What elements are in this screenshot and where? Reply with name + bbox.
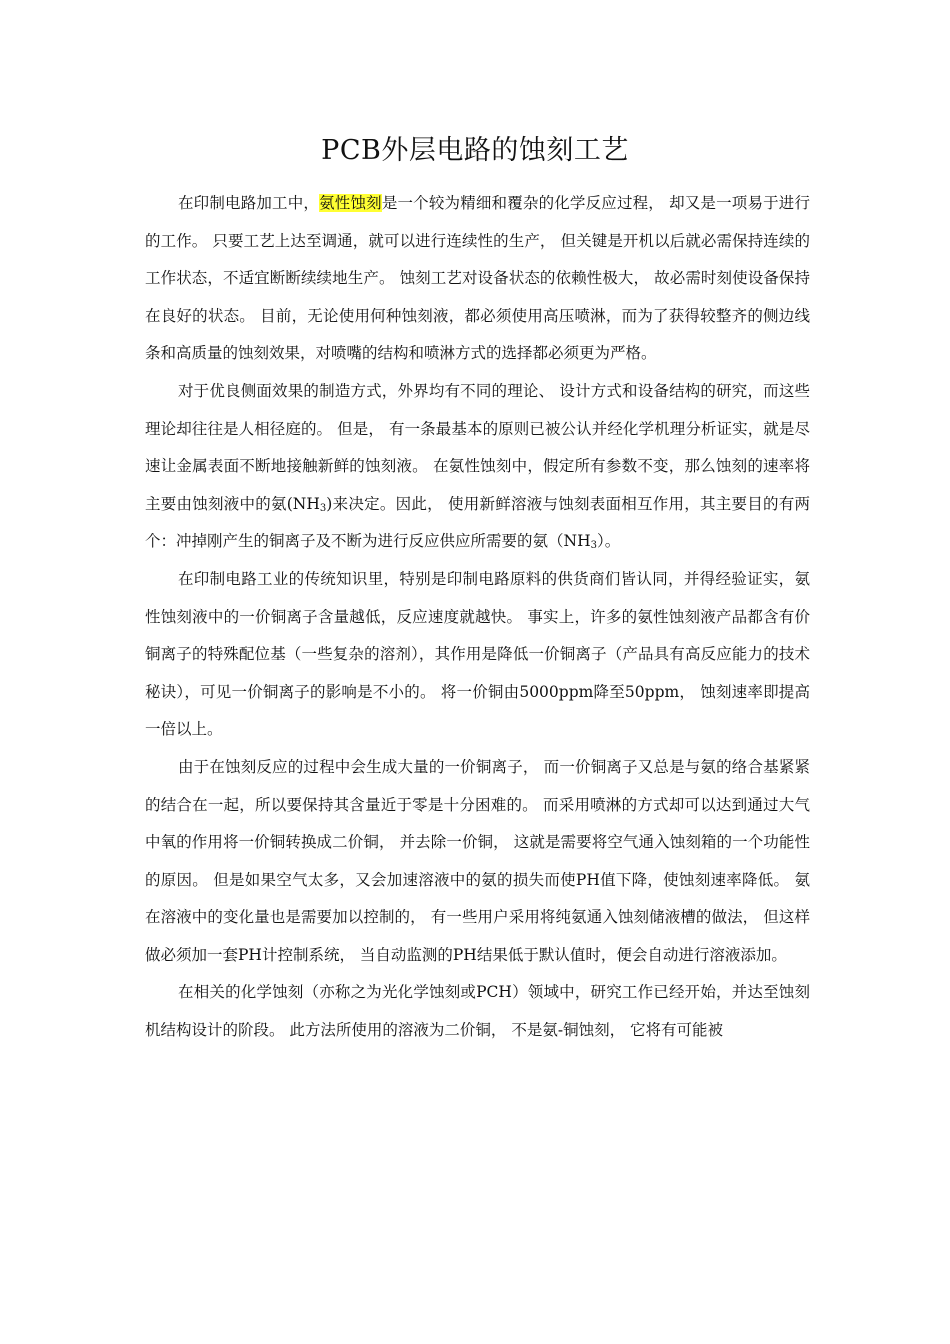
paragraph-4: 由于在蚀刻反应的过程中会生成大量的一价铜离子， 而一价铜离子又总是与氨的络合基紧紧的结合在一起，所以要保持其含量近于零是十分困难的。 而采用喷淋的方式却可以达到通过大气中氧的作用将一价铜转换成二价铜， 并去除一价铜， 这就是需要将空气通入蚀刻箱的一个功能性的原因。 但是如果空气太多，又会加速溶液中的氨的损失而使PH值下降，使蚀刻速率降低。 氨在溶液中的变化量也是需要加以控制的， 有一些用户采用将纯氨通入蚀刻储液槽的做法， 但这样做必须加一套PH计控制系统， 当自动监测的PH结果低于默认值时，便会自动进行溶液添加。 (145, 757, 810, 964)
paragraph-5: 在相关的化学蚀刻（亦称之为光化学蚀刻或PCH）领域中，研究工作已经开始，并达至蚀刻机结构设计的阶段。 此方法所使用的溶液为二价铜， 不是氨-铜蚀刻， 它将有可能被 (145, 983, 810, 1040)
paragraph-2-text-part2: )来决定。因此， 使用新鲜溶液与蚀刻表面相互作用，其主要目的有两个：冲掉刚产生的铜离子及不断为进行反应供应所需要的氨（NH (145, 494, 810, 551)
subscript-3: 3 (590, 540, 597, 552)
paragraph-1 (145, 185, 810, 373)
highlighted-term: 氨性蚀刻 (319, 194, 382, 212)
document-body (145, 185, 810, 1050)
paragraph-2-text-part3: ）。 (596, 532, 621, 551)
paragraph-1-text-rest: 是一个较为精细和覆杂的化学反应过程， 却又是一项易于进行的工作。 只要工艺上达至调通，就可以进行连续性的生产， 但关键是开机以后就必需保持连续的工作状态，不适宜断断续续地生产。 蚀刻工艺对设备状态的依赖性极大， 故必需时刻使设备保持在良好的状态。 目前，无论使用何种蚀刻液，都必须使用高压喷淋，而为了获得较整齐的侧边线条和高质量的蚀刻效果，对喷嘴的结构和喷淋方式的选择都必须更为严格。 (145, 194, 810, 363)
paragraph-3: 在印制电路工业的传统知识里，特别是印制电路原料的供货商们皆认同，并得经验证实，氨性蚀刻液中的一价铜离子含量越低，反应速度就越快。 事实上，许多的氨性蚀刻液产品都含有价铜离子的特殊配位基（一些复杂的溶剂），其作用是降低一价铜离子（产品具有高反应能力的技术秘诀），可见一价铜离子的影响是不小的。 将一价铜由5000ppm降至50ppm， 蚀刻速率即提高一倍以上。 (145, 569, 810, 739)
paragraph-1-text-start: 在印制电路加工中， (178, 194, 320, 212)
paragraph-2-text-part1: 对于优良侧面效果的制造方式，外界均有不同的理论、 设计方式和设备结构的研究，而这些理论却往往是人相径庭的。 但是， 有一条最基本的原则已被公认并经化学机理分析证实，就是尽速让金属表面不断地接触新鲜的蚀刻液。 在氨性蚀刻中，假定所有参数不变，那么蚀刻的速率将主要由蚀刻液中的氨(NH (145, 381, 810, 513)
document-title: PCB外层电路的蚀刻工艺 (321, 135, 629, 166)
subscript-3: 3 (319, 502, 327, 514)
paragraph-2 (145, 373, 810, 561)
